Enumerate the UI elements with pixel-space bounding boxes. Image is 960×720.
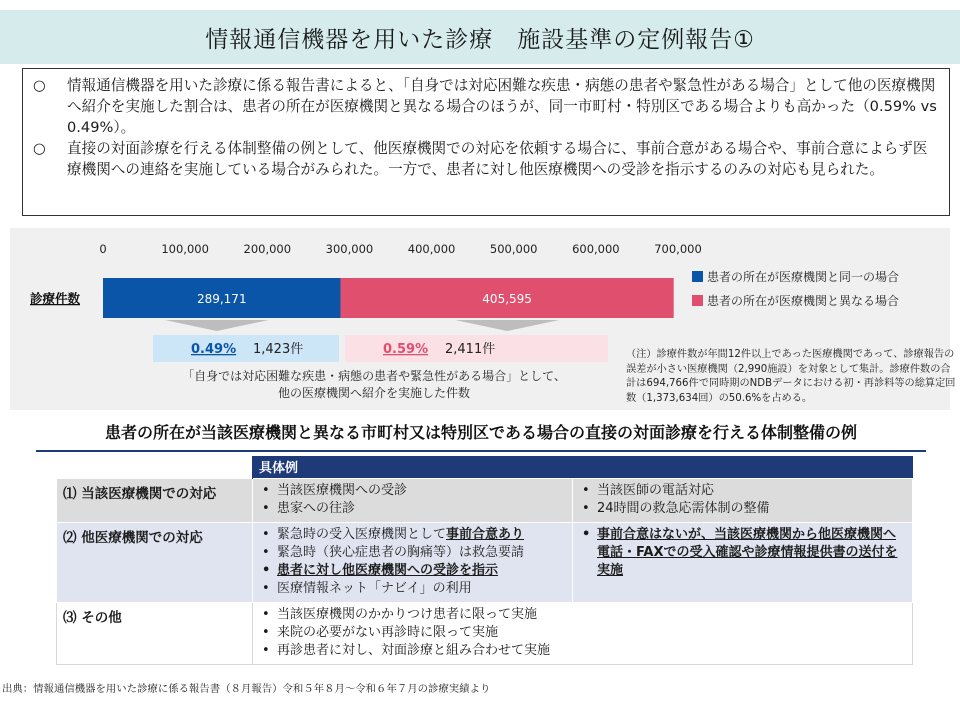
table-header-row [57,456,913,478]
list-item: • 再診患者に対し、対面診療と組み合わせて実施 [259,642,906,660]
list-item: • 当該医療機関のかかりつけ患者に限って実施 [259,606,906,624]
tick-label: 500,000 [489,242,538,256]
tick-label: 700,000 [654,242,702,256]
source-citation: 出典：情報通信機器を用いた診療に係る報告書（８月報告）令和５年８月～令和６年７月の診療実績より [2,683,491,695]
callout-percent: 0.49% [191,342,237,357]
list-item: • 患者に対し他医療機関への受診を指示 [259,562,566,580]
section-title: 患者の所在が当該医療機関と異なる市町村又は特別区である場合の直接の対面診療を行える体制整備の例 [36,420,926,452]
callout-count: 2,411件 [445,342,496,357]
list-item: • 患家への往診 [259,500,566,518]
examples-table [56,456,913,665]
callout-caption: 他の医療機関へ紹介を実施した件数 [277,386,471,400]
circle-bullet-icon: ○ [33,140,46,157]
tick-label: 300,000 [325,242,374,256]
data-label: 289,171 [196,292,247,306]
summary-box [22,68,950,216]
table-header-examples: 具体例 [253,456,913,478]
tick-label: 200,000 [243,242,292,256]
callout-arrow [455,320,559,331]
list-item: • 医療情報ネット「ナビイ」の利用 [259,580,566,598]
row-left-cell [253,478,573,522]
tick-label: 100,000 [161,242,209,256]
circle-bullet-icon: ○ [33,77,46,94]
tick-label: 400,000 [407,242,456,256]
list-item: • 事前合意はないが、当該医療機関から他医療機関へ電話・FAXでの受入確認や診療情報提供書の送付を実施 [579,526,906,580]
tick-label: 600,000 [572,242,620,256]
table-row [57,602,913,664]
row-left-cell [253,602,913,664]
row-category: ⑴ 当該医療機関での対応 [57,478,253,522]
list-item: • 24時間の救急応需体制の整備 [579,500,906,518]
callout-caption: 「自身では対応困難な疾患・病態の患者や緊急性がある場合」として、 [182,369,566,383]
legend-entry: 患者の所在が医療機関と同一の場合 [707,270,900,284]
tick-label: 0 [99,242,107,256]
callout-arrow [165,320,269,331]
callout-percent: 0.59% [383,342,429,357]
callout-count: 1,423件 [253,342,304,357]
row-category: ⑶ その他 [57,602,253,664]
legend-swatch [692,295,703,306]
legend-entry: 患者の所在が医療機関と異なる場合 [707,294,900,308]
list-item: • 当該医師の電話対応 [579,482,906,500]
list-item: • 当該医療機関への受診 [259,482,566,500]
summary-paragraph-1: ○ 情報通信機器を用いた診療に係る報告書によると、「自身では対応困難な疾患・病態の患者や緊急性がある場合」として他の医療機関へ紹介を実施した割合は、患者の所在が医療機関と異なる場合のほうが、同一市町村・特別区である場合よりも高かった（0.59% vs 0.49%）。 [33,77,937,136]
title-bar [0,10,960,64]
data-label: 405,595 [482,292,532,306]
table-header-blank [57,456,253,478]
table-row [57,478,913,522]
callout-box [153,335,339,362]
chart-note: （注）診療件数が年間12件以上であった医療機関であって、診療報告の誤差が小さい医療機関（2,990施設）を対象として集計。診療件数の合計は694,766件で同時期のNDBデータにおける初・再診料等の総算定回数（1,373,634回）の50.6%を占める。 [626,349,956,404]
summary-paragraph-2: ○ 直接の対面診療を行える体制整備の例として、他医療機関での対応を依頼する場合に、事前合意がある場合や、事前合意によらず医療機関への連絡を実施している場合がみられた。一方で、患者に対し他医療機関への受診を指示するのみの対応も見られた。 [33,140,928,178]
row-category: ⑵ 他医療機関での対応 [57,522,253,602]
row-left-cell [253,522,573,602]
list-item: • 来院の必要がない再診時に限って実施 [259,624,906,642]
table-row [57,522,913,602]
list-item: • 緊急時の受入医療機関として事前合意あり [259,526,566,544]
legend-swatch [692,271,703,282]
category-label: 診療件数 [30,291,81,306]
page-title: 情報通信機器を用いた診療 施設基準の定例報告① [205,26,755,53]
row-right-cell [573,478,913,522]
list-item: • 緊急時（狭心症患者の胸痛等）は救急要請 [259,544,566,562]
row-right-cell [573,522,913,602]
